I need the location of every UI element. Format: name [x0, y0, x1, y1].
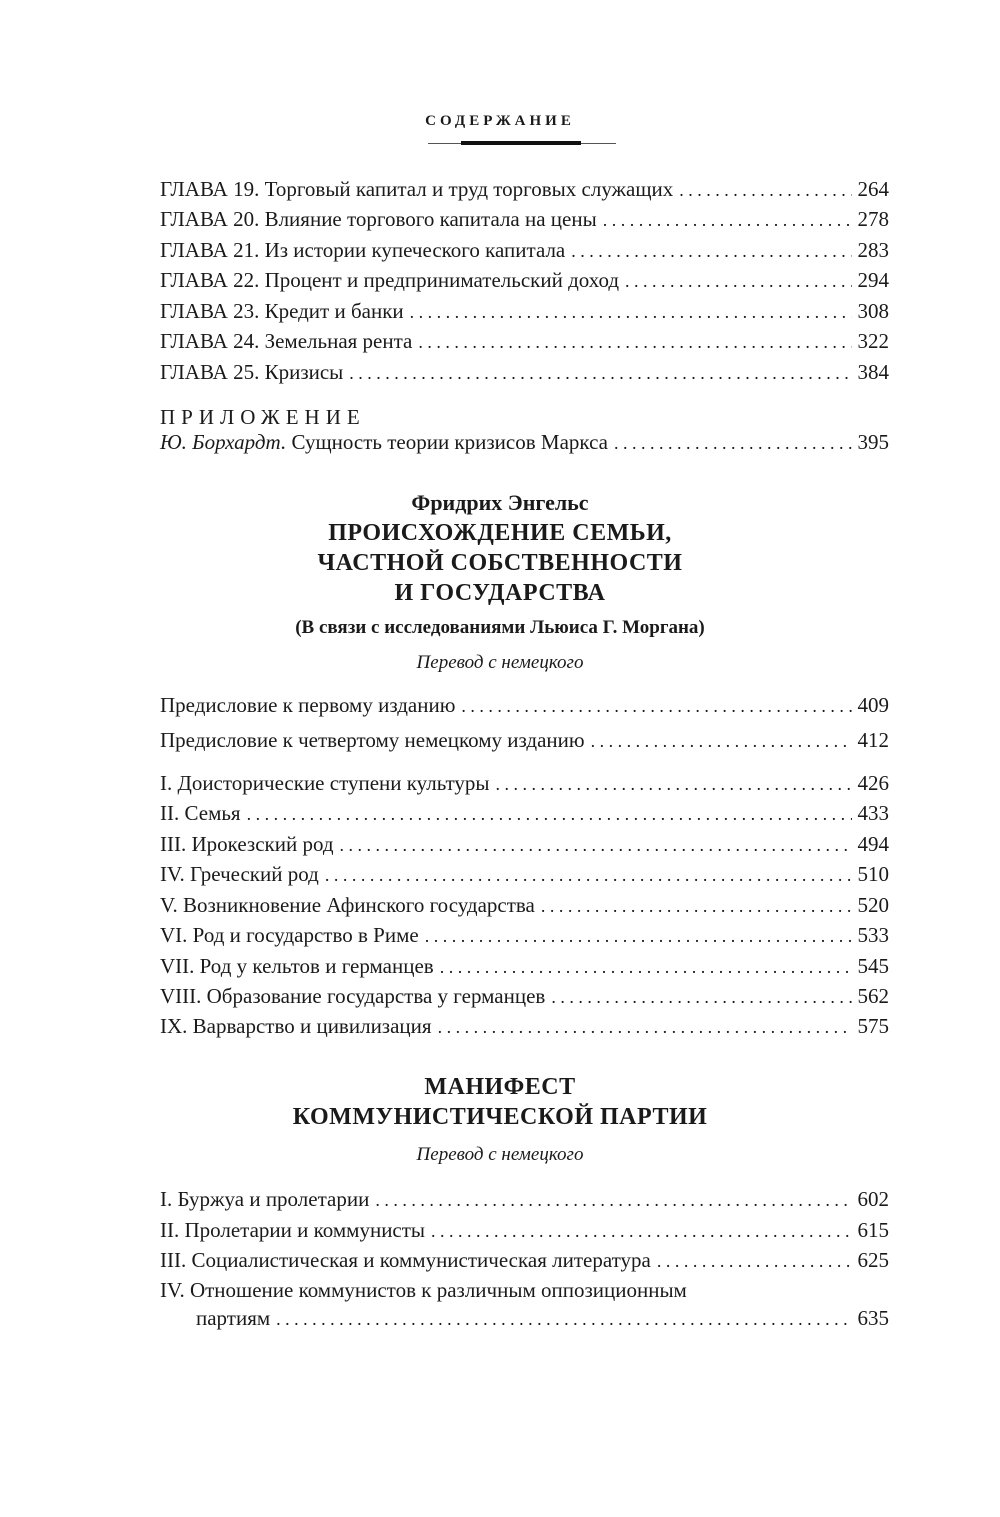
- toc-entry-label: V. Возникновение Афинского государства: [160, 893, 535, 917]
- toc-entry-engels-4[interactable]: [160, 859, 889, 889]
- dot-leader: [410, 297, 852, 327]
- toc-entry-label: партиям: [196, 1306, 271, 1330]
- toc-entry-engels-6[interactable]: [160, 920, 889, 950]
- toc-entry-chapter-22[interactable]: [160, 265, 889, 295]
- dot-leader: [325, 860, 852, 890]
- manifesto-translation-note: Перевод с немецкого: [416, 1144, 584, 1165]
- toc-entry-appendix[interactable]: [160, 427, 889, 457]
- dot-leader: [603, 205, 852, 235]
- dot-leader: [349, 358, 851, 388]
- toc-entry-engels-7[interactable]: [160, 951, 889, 981]
- toc-entry-page: 602: [857, 1187, 889, 1211]
- toc-entry-page: 308: [857, 299, 889, 323]
- toc-entry-chapter-23[interactable]: [160, 296, 889, 326]
- engels-author: Фридрих Энгельс: [411, 490, 589, 515]
- manifesto-title-line-1: МАНИФЕСТ: [424, 1074, 576, 1100]
- toc-entry-label: Предисловие к первому изданию: [160, 693, 456, 717]
- dot-leader: [461, 691, 851, 721]
- engels-title-line-2: ЧАСТНОЙ СОБСТВЕННОСТИ: [317, 550, 683, 576]
- engels-title-line-3: И ГОСУДАРСТВА: [394, 580, 606, 606]
- page-header: [0, 112, 1000, 130]
- toc-entry-page: 575: [857, 1014, 889, 1038]
- toc-entry-label: VII. Род у кельтов и германцев: [160, 954, 434, 978]
- toc-entry-chapter-19[interactable]: [160, 174, 889, 204]
- toc-entry-page: 278: [857, 207, 889, 231]
- dot-leader: [625, 266, 851, 296]
- engels-subtitle: (В связи с исследованиями Льюиса Г. Моргана): [295, 617, 705, 638]
- toc-entry-page: 615: [857, 1218, 889, 1242]
- toc-entry-engels-8[interactable]: [160, 981, 889, 1011]
- toc-entry-label: I. Буржуа и пролетарии: [160, 1187, 370, 1211]
- toc-entry-page: 520: [857, 893, 889, 917]
- dot-leader: [496, 769, 852, 799]
- dot-leader: [541, 891, 852, 921]
- toc-entry-manifesto-2[interactable]: [160, 1215, 889, 1245]
- toc-entry-page: 433: [857, 801, 889, 825]
- toc-entry-label: IX. Варварство и цивилизация: [160, 1014, 432, 1038]
- toc-entry-page: 510: [857, 862, 889, 886]
- dot-leader: [591, 726, 852, 756]
- toc-entry-label: IV. Греческий род: [160, 862, 319, 886]
- toc-entry-label: ГЛАВА 25. Кризисы: [160, 360, 344, 384]
- toc-entry-page: 264: [857, 177, 889, 201]
- dot-leader: [431, 1216, 851, 1246]
- toc-entry-page: 562: [857, 984, 889, 1008]
- toc-entry-page: 533: [857, 923, 889, 947]
- toc-entry-label: [160, 427, 608, 457]
- toc-entry-manifesto-4[interactable]: [196, 1303, 889, 1333]
- dot-leader: [418, 327, 851, 357]
- toc-entry-page: 426: [857, 771, 889, 795]
- toc-entry-label: I. Доисторические ступени культуры: [160, 771, 490, 795]
- toc-entry-label: VIII. Образование государства у германцев: [160, 984, 546, 1008]
- toc-entry-manifesto-4-line-1[interactable]: IV. Отношение коммунистов к различным оппозиционным: [160, 1278, 687, 1302]
- toc-entry-chapter-21[interactable]: [160, 235, 889, 265]
- toc-entry-preface-1[interactable]: [160, 690, 889, 720]
- toc-entry-page: 283: [857, 238, 889, 262]
- toc-entry-label: ГЛАВА 19. Торговый капитал и труд торговых служащих: [160, 177, 674, 201]
- engels-title-line-1: ПРОИСХОЖДЕНИЕ СЕМЬИ,: [328, 520, 672, 546]
- toc-entry-label: ГЛАВА 22. Процент и предпринимательский доход: [160, 268, 620, 292]
- appendix-title: Сущность теории кризисов Маркса: [286, 430, 608, 454]
- manifesto-title-line-2: КОММУНИСТИЧЕСКОЙ ПАРТИИ: [292, 1104, 708, 1130]
- toc-entry-page: 322: [857, 329, 889, 353]
- toc-entry-label: VI. Род и государство в Риме: [160, 923, 419, 947]
- dot-leader: [440, 952, 852, 982]
- toc-entry-chapter-24[interactable]: [160, 326, 889, 356]
- engels-translation-note: Перевод с немецкого: [416, 652, 584, 673]
- appendix-heading: ПРИЛОЖЕНИЕ: [160, 405, 366, 429]
- toc-entry-page: 412: [857, 728, 889, 752]
- toc-entry-page: 384: [857, 360, 889, 384]
- toc-entry-label: III. Ирокезский род: [160, 832, 334, 856]
- toc-entry-label: II. Пролетарии и коммунисты: [160, 1218, 426, 1242]
- dot-leader: [340, 830, 852, 860]
- dot-leader: [438, 1012, 852, 1042]
- dot-leader: [657, 1246, 852, 1276]
- toc-entry-label: Предисловие к четвертому немецкому изданию: [160, 728, 585, 752]
- dot-leader: [571, 236, 851, 266]
- toc-entry-label: II. Семья: [160, 801, 241, 825]
- toc-entry-label: ГЛАВА 21. Из истории купеческого капитала: [160, 238, 566, 262]
- toc-entry-page: 625: [857, 1248, 889, 1272]
- toc-entry-page: 395: [857, 430, 889, 454]
- dot-leader: [276, 1304, 851, 1334]
- toc-entry-manifesto-3[interactable]: [160, 1245, 889, 1275]
- toc-entry-engels-2[interactable]: [160, 798, 889, 828]
- toc-entry-chapter-25[interactable]: [160, 357, 889, 387]
- toc-entry-page: 409: [857, 693, 889, 717]
- dot-leader: [247, 799, 852, 829]
- dot-leader: [375, 1185, 851, 1215]
- dot-leader: [551, 982, 851, 1012]
- toc-entry-page: 294: [857, 268, 889, 292]
- dot-leader: [679, 175, 851, 205]
- toc-entry-preface-4[interactable]: [160, 725, 889, 755]
- appendix-author: Ю. Борхардт.: [160, 430, 287, 454]
- header-rule-accent: [461, 141, 581, 145]
- toc-entry-page: 545: [857, 954, 889, 978]
- toc-entry-manifesto-1[interactable]: [160, 1184, 889, 1214]
- toc-entry-label: ГЛАВА 24. Земельная рента: [160, 329, 413, 353]
- toc-entry-engels-9[interactable]: [160, 1011, 889, 1041]
- toc-entry-label: ГЛАВА 23. Кредит и банки: [160, 299, 404, 323]
- toc-entry-engels-3[interactable]: [160, 829, 889, 859]
- toc-entry-engels-1[interactable]: [160, 768, 889, 798]
- toc-entry-chapter-20[interactable]: [160, 204, 889, 234]
- toc-entry-page: 635: [857, 1306, 889, 1330]
- dot-leader: [614, 428, 852, 458]
- toc-entry-label: III. Социалистическая и коммунистическая литература: [160, 1248, 651, 1272]
- toc-entry-label: ГЛАВА 20. Влияние торгового капитала на цены: [160, 207, 597, 231]
- dot-leader: [425, 921, 852, 951]
- toc-entry-engels-5[interactable]: [160, 890, 889, 920]
- toc-entry-page: 494: [857, 832, 889, 856]
- header-title: СОДЕРЖАНИЕ: [425, 113, 575, 129]
